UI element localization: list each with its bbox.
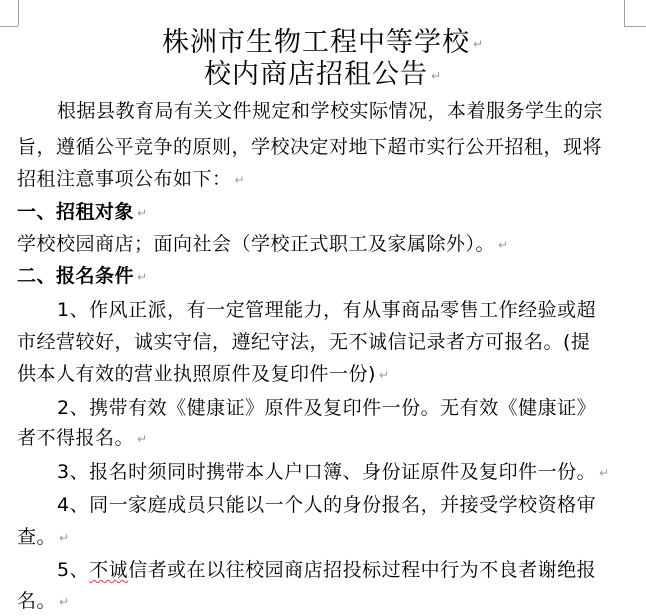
intro-text-1: 根据县教育局有关文件规定和学校实际情况，本着服务学生的宗 bbox=[57, 100, 604, 122]
item5-line-2[interactable] bbox=[17, 589, 637, 614]
intro-line-1[interactable] bbox=[57, 99, 637, 123]
paragraph-mark-icon: ↵ bbox=[59, 594, 70, 609]
item3-line-1[interactable] bbox=[57, 460, 637, 485]
paragraph-mark-icon: ↵ bbox=[472, 36, 485, 51]
intro-text-2: 旨，遵循公平竞争的原则，学校决定对地下超市实行公开招租，现将 bbox=[17, 136, 603, 158]
item1-text-2: 市经营较好，诚实守信，遵纪守法，无不诚信记录者方可报名。(提 bbox=[17, 331, 591, 353]
paragraph-mark-icon: ↵ bbox=[137, 431, 148, 446]
section1-body-text: 学校校园商店；面向社会（学校正式职工及家属除外）。 bbox=[17, 233, 496, 255]
item3-text-1: 3、报名时须同时携带本人户口簿、身份证原件及复印件一份。 bbox=[57, 461, 597, 483]
item4-line-2[interactable] bbox=[17, 525, 637, 550]
section2-heading-text: 二、报名条件 bbox=[17, 265, 135, 287]
item4-text-2: 查。 bbox=[17, 526, 57, 548]
title-line-1[interactable] bbox=[0, 27, 646, 60]
paragraph-mark-icon: ↵ bbox=[599, 465, 610, 480]
paragraph-mark-icon: ↵ bbox=[378, 367, 390, 382]
intro-line-3[interactable] bbox=[17, 167, 637, 192]
paragraph-mark-icon: ↵ bbox=[498, 237, 509, 252]
paragraph-mark-icon: ↵ bbox=[137, 269, 148, 284]
title-line-2[interactable] bbox=[0, 59, 646, 92]
crop-mark-top-left bbox=[8, 0, 19, 26]
section2-heading[interactable] bbox=[17, 264, 637, 289]
section1-heading-text: 一、招租对象 bbox=[17, 201, 135, 223]
paragraph-mark-icon: ↵ bbox=[430, 68, 443, 83]
item4-line-1[interactable] bbox=[57, 493, 637, 517]
section1-body[interactable] bbox=[17, 232, 637, 257]
crop-mark-top-right bbox=[624, 0, 635, 26]
section1-heading[interactable] bbox=[17, 200, 637, 225]
spellcheck-flagged-text[interactable]: 不诚 bbox=[89, 559, 129, 581]
paragraph-mark-icon: ↵ bbox=[137, 205, 148, 220]
item1-text-3: 供本人有效的营业执照原件及复印件一份) bbox=[17, 363, 376, 385]
item2-text-1: 2、携带有效《健康证》原件及复印件一份。无有效《健康证》 bbox=[57, 397, 597, 419]
item1-line-1[interactable] bbox=[57, 298, 637, 322]
item2-text-2: 者不得报名。 bbox=[17, 427, 135, 449]
title-line-2-text: 校内商店招租公告 bbox=[203, 59, 428, 90]
item2-line-1[interactable] bbox=[57, 396, 637, 420]
item1-text-1: 1、作风正派，有一定管理能力，有从事商品零售工作经验或超 bbox=[57, 299, 597, 321]
paragraph-mark-icon: ↵ bbox=[234, 172, 246, 187]
item5-line-1[interactable] bbox=[57, 558, 637, 582]
title-line-1-text: 株洲市生物工程中等学校 bbox=[161, 27, 470, 58]
item5-text-2: 名。 bbox=[17, 590, 57, 612]
intro-line-2[interactable] bbox=[17, 135, 637, 159]
item4-text-1: 4、同一家庭成员只能以一个人的身份报名，并接受学校资格审 bbox=[57, 494, 597, 516]
item5-text-1: 信者或在以往校园商店招投标过程中行为不良者谢绝报 bbox=[128, 559, 597, 581]
intro-text-3: 招租注意事项公布如下： bbox=[17, 168, 232, 190]
paragraph-mark-icon: ↵ bbox=[59, 530, 70, 545]
item1-line-3[interactable] bbox=[17, 362, 637, 387]
item1-line-2[interactable] bbox=[17, 330, 637, 354]
item5-prefix: 5、 bbox=[57, 559, 90, 581]
item2-line-2[interactable] bbox=[17, 426, 637, 451]
